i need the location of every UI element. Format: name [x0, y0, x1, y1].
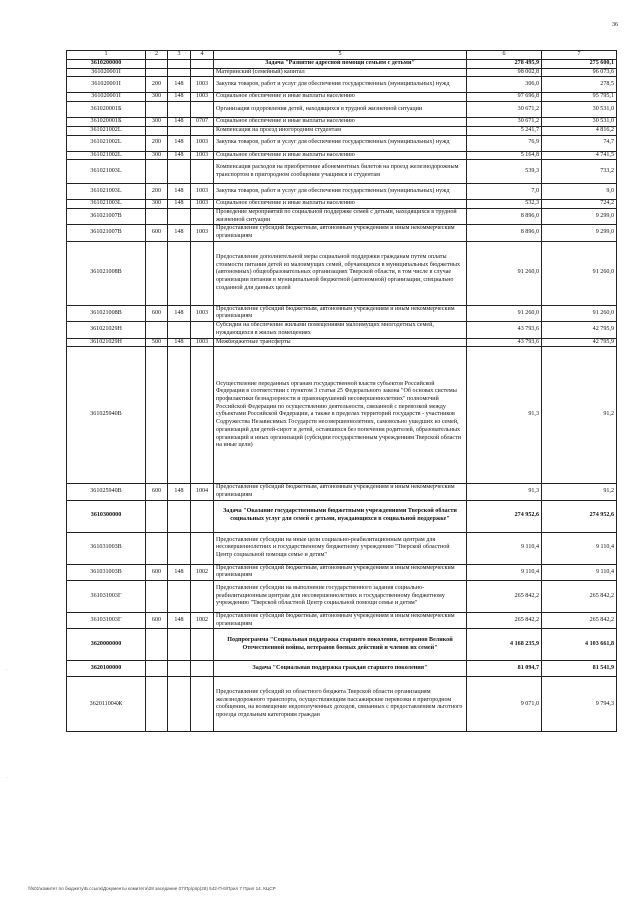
cell-c3: 148	[168, 484, 191, 500]
cell-code: 3620100000	[67, 661, 146, 677]
table-row	[67, 613, 617, 629]
cell-v1: 30 671,2	[467, 118, 542, 127]
cell-c3	[168, 347, 191, 484]
cell-c4: 1004	[191, 484, 214, 500]
table-body	[67, 60, 617, 732]
cell-c2: 600	[146, 484, 168, 500]
cell-code: 361020001I	[67, 93, 146, 102]
table-row	[67, 484, 617, 500]
cell-v2: 95 795,1	[542, 93, 617, 102]
table-row	[67, 151, 617, 160]
table-row	[67, 677, 617, 732]
table-row	[67, 347, 617, 484]
cell-v2: 274 952,6	[542, 500, 617, 532]
cell-name: Подпрограмма "Социальная поддержка старшего поколения, ветеранов Великой Отечественной войны, ветеранов боевых действий и членов их семей"	[214, 629, 467, 661]
cell-code: 361021002L	[67, 151, 146, 160]
cell-c3	[168, 581, 191, 613]
cell-v2: 9 110,4	[542, 532, 617, 564]
table-row	[67, 60, 617, 69]
cell-c2: 300	[146, 93, 168, 102]
cell-code: 3610300000	[67, 500, 146, 532]
cell-c2: 600	[146, 225, 168, 241]
cell-code: 361021008B	[67, 241, 146, 305]
cell-c4	[191, 322, 214, 338]
cell-v1: 98 002,8	[467, 68, 542, 77]
cell-v1: 265 842,2	[467, 613, 542, 629]
table-row	[67, 338, 617, 347]
cell-c4: 1002	[191, 564, 214, 580]
cell-code: 361020001I	[67, 77, 146, 93]
cell-c4	[191, 629, 214, 661]
cell-c2	[146, 677, 168, 732]
cell-v1: 9 110,4	[467, 532, 542, 564]
cell-c4: 0707	[191, 118, 214, 127]
cell-name: Задача "Развитие адресной помощи семьям с детьми"	[214, 60, 467, 69]
cell-v1: 532,3	[467, 200, 542, 209]
cell-v1: 91,3	[467, 484, 542, 500]
column-header: 3	[168, 51, 191, 60]
cell-c2	[146, 629, 168, 661]
cell-v2: 9 794,3	[542, 677, 617, 732]
cell-name: Предоставление субсидии на выполнение государственного задания социально-реабилитационным центрам для несовершеннолетних и государственному бюджетному учреждению "Тверской областной Центр социальной помощи семье и детям"	[214, 581, 467, 613]
cell-c4	[191, 677, 214, 732]
cell-code: 361021002L	[67, 135, 146, 151]
cell-c2	[146, 160, 168, 184]
column-header: 5	[214, 51, 467, 60]
cell-name: Организация оздоровления детей, находящихся в трудной жизненной ситуации	[214, 102, 467, 118]
cell-name: Социальное обеспечение и иные выплаты населению	[214, 200, 467, 209]
cell-v1: 8 896,0	[467, 225, 542, 241]
cell-v1: 76,9	[467, 135, 542, 151]
cell-c4: 1003	[191, 93, 214, 102]
cell-v2: 42 795,9	[542, 338, 617, 347]
cell-v2: 9 110,4	[542, 564, 617, 580]
budget-table	[66, 50, 617, 732]
table-row	[67, 68, 617, 77]
table-row	[67, 160, 617, 184]
table-row	[67, 225, 617, 241]
cell-code: 361025940B	[67, 484, 146, 500]
cell-name: Материнский (семейный) капитал	[214, 68, 467, 77]
cell-v1: 274 952,6	[467, 500, 542, 532]
cell-v1: 278 495,9	[467, 60, 542, 69]
cell-c3	[168, 629, 191, 661]
cell-c2: 200	[146, 135, 168, 151]
cell-v2: 9,0	[542, 184, 617, 200]
cell-code: 361020001Б	[67, 118, 146, 127]
cell-v1: 91 260,0	[467, 305, 542, 321]
table-row	[67, 184, 617, 200]
cell-c2: 200	[146, 184, 168, 200]
cell-v2: 30 531,0	[542, 102, 617, 118]
cell-name: Социальное обеспечение и иные выплаты населению	[214, 151, 467, 160]
cell-name: Предоставление субсидий бюджетным, автономным учреждениям и иным некоммерческим организациям	[214, 225, 467, 241]
cell-c3	[168, 677, 191, 732]
table-row	[67, 532, 617, 564]
cell-v1: 81 094,7	[467, 661, 542, 677]
cell-name: Предоставление дополнительной меры социальной поддержки гражданам путем оплаты стоимости питания детей из малоимущих семей, обучающихся в муниципальных бюджетных (автономных) общеобразовательных организациях Тверской области, в том числе в случае организации питания в муниципальной бюджетной (автономной) организации, специально созданной для данных целей	[214, 241, 467, 305]
cell-c2	[146, 661, 168, 677]
cell-v2: 81 541,9	[542, 661, 617, 677]
cell-v2: 265 842,2	[542, 613, 617, 629]
cell-name: Закупка товаров, работ и услуг для обеспечения государственных (муниципальных) нужд	[214, 77, 467, 93]
table-row	[67, 322, 617, 338]
cell-v2: 91 260,0	[542, 241, 617, 305]
cell-c2: 300	[146, 200, 168, 209]
cell-c3	[168, 68, 191, 77]
margin-mark: ·	[6, 668, 8, 673]
column-header: 6	[467, 51, 542, 60]
table-row	[67, 135, 617, 151]
column-header: 1	[67, 51, 146, 60]
cell-v2: 91 260,0	[542, 305, 617, 321]
cell-v2: 42 795,9	[542, 322, 617, 338]
cell-c3: 148	[168, 564, 191, 580]
cell-name: Субсидии на обеспечение жилыми помещениями малоимущих многодетных семей, нуждающихся в жилых помещениях	[214, 322, 467, 338]
table-row	[67, 564, 617, 580]
table-row	[67, 581, 617, 613]
cell-v1: 306,0	[467, 77, 542, 93]
cell-c4: 1003	[191, 338, 214, 347]
cell-v1: 97 696,8	[467, 93, 542, 102]
cell-name: Предоставление субсидии на иные цели социально-реабилитационным центрам для несовершеннолетних и государственному бюджетному учреждению "Тверской областной Центр социальной помощи семье и детям"	[214, 532, 467, 564]
cell-c4	[191, 208, 214, 224]
cell-c2: 600	[146, 613, 168, 629]
cell-c3: 148	[168, 135, 191, 151]
cell-name: Социальное обеспечение и иные выплаты населению	[214, 118, 467, 127]
cell-v2: 4 103 661,8	[542, 629, 617, 661]
cell-c3: 148	[168, 151, 191, 160]
cell-c4: 1002	[191, 613, 214, 629]
cell-c3: 148	[168, 77, 191, 93]
cell-code: 361021002L	[67, 126, 146, 135]
cell-v1: 43 793,6	[467, 338, 542, 347]
cell-c3	[168, 60, 191, 69]
cell-v2: 265 842,2	[542, 581, 617, 613]
cell-c3	[168, 532, 191, 564]
cell-c3: 148	[168, 225, 191, 241]
cell-c4	[191, 581, 214, 613]
cell-v1: 9 110,4	[467, 564, 542, 580]
cell-code: 361031003В	[67, 532, 146, 564]
cell-c4: 1003	[191, 225, 214, 241]
cell-c3	[168, 160, 191, 184]
cell-v2: 30 531,0	[542, 118, 617, 127]
cell-c2	[146, 68, 168, 77]
page-number: 36	[612, 22, 618, 28]
cell-c3: 148	[168, 613, 191, 629]
cell-c4: 1003	[191, 135, 214, 151]
cell-c3: 148	[168, 118, 191, 127]
cell-c4	[191, 532, 214, 564]
cell-v2: 9 299,0	[542, 225, 617, 241]
cell-c2	[146, 60, 168, 69]
column-header: 7	[542, 51, 617, 60]
cell-v1: 7,0	[467, 184, 542, 200]
table-row	[67, 200, 617, 209]
cell-c4	[191, 102, 214, 118]
cell-c4: 1003	[191, 151, 214, 160]
cell-code: 361031003Г	[67, 613, 146, 629]
cell-c2	[146, 126, 168, 135]
cell-code: 361020001I	[67, 68, 146, 77]
cell-c4: 1003	[191, 77, 214, 93]
cell-code: 362011004Ж	[67, 677, 146, 732]
cell-v1: 265 842,2	[467, 581, 542, 613]
cell-v2: 96 073,6	[542, 68, 617, 77]
cell-c4: 1003	[191, 184, 214, 200]
cell-v1: 4 168 235,9	[467, 629, 542, 661]
cell-v2: 9 299,0	[542, 208, 617, 224]
column-header: 4	[191, 51, 214, 60]
cell-c3: 148	[168, 200, 191, 209]
cell-v2: 4 741,5	[542, 151, 617, 160]
cell-name: Задача "Социальная поддержка граждан старшего поколения"	[214, 661, 467, 677]
file-path-footer: \\fs01\комитет по бюджету\Б.ссылк\Документы комитета\28 заседание 07\Пр\рпр(28) 542-П-6\Прил 7 Прил 14. КЦСР	[28, 886, 276, 891]
cell-c3: 148	[168, 305, 191, 321]
cell-v1: 30 671,2	[467, 102, 542, 118]
cell-code: 361025940B	[67, 347, 146, 484]
cell-c2	[146, 532, 168, 564]
cell-v1: 91 260,0	[467, 241, 542, 305]
cell-v1: 539,3	[467, 160, 542, 184]
cell-c2	[146, 500, 168, 532]
table-row	[67, 208, 617, 224]
cell-code: 361021007B	[67, 208, 146, 224]
cell-name: Предоставление субсидий бюджетным, автономным учреждениям и иным некоммерческим организациям	[214, 564, 467, 580]
cell-name: Предоставление субсидий бюджетным, автономным учреждениям и иным некоммерческим организациям	[214, 613, 467, 629]
cell-code: 361021008B	[67, 305, 146, 321]
cell-name: Предоставление субсидий бюджетным, автономным учреждениям и иным некоммерческим организациям	[214, 305, 467, 321]
table-row	[67, 241, 617, 305]
cell-name: Компенсация расходов на приобретение абонементных билетов на проезд железнодорожным транспортом в пригородном сообщении учащимся и студентам	[214, 160, 467, 184]
cell-c3: 148	[168, 93, 191, 102]
table-row	[67, 118, 617, 127]
cell-code: 3620000000	[67, 629, 146, 661]
table-row	[67, 93, 617, 102]
cell-name: Проведение мероприятий по социальной поддержке семей с детьми, находящихся в трудной жизненной ситуации	[214, 208, 467, 224]
cell-c2: 300	[146, 118, 168, 127]
cell-v1: 8 896,0	[467, 208, 542, 224]
table-row	[67, 661, 617, 677]
cell-code: 3610200000	[67, 60, 146, 69]
cell-c2	[146, 241, 168, 305]
cell-c4	[191, 661, 214, 677]
cell-c3	[168, 208, 191, 224]
cell-c2: 300	[146, 151, 168, 160]
cell-name: Межбюджетные трансферты	[214, 338, 467, 347]
cell-name: Компенсация на проезд иногородним студентам	[214, 126, 467, 135]
cell-name: Предоставление субсидий из областного бюджета Тверской области организациям железнодорожного транспорта, осуществляющим пассажирские перевозки в пригородном сообщении, на возмещение недополученных доходов, связанных с предоставлением льготного проезда отдельным категориям граждан	[214, 677, 467, 732]
cell-c4	[191, 60, 214, 69]
cell-v1: 9 071,0	[467, 677, 542, 732]
table-row	[67, 500, 617, 532]
cell-code: 361020001Б	[67, 102, 146, 118]
cell-c2: 600	[146, 305, 168, 321]
cell-code: 361021029H	[67, 338, 146, 347]
cell-c3	[168, 661, 191, 677]
cell-name: Закупка товаров, работ и услуг для обеспечения государственных (муниципальных) нужд	[214, 135, 467, 151]
cell-name: Задача "Оказание государственными бюджетными учреждениями Тверской области социальных услуг для семей с детьми, нуждающихся в социальной поддержке"	[214, 500, 467, 532]
cell-c4	[191, 68, 214, 77]
cell-v2: 275 600,1	[542, 60, 617, 69]
cell-c2: 500	[146, 338, 168, 347]
cell-v1: 91,3	[467, 347, 542, 484]
cell-v2: 278,5	[542, 77, 617, 93]
cell-c4	[191, 241, 214, 305]
table-row	[67, 77, 617, 93]
margin-mark: ·	[6, 776, 8, 781]
cell-v2: 91,2	[542, 484, 617, 500]
cell-code: 361031003Г	[67, 581, 146, 613]
cell-code: 361021003L	[67, 160, 146, 184]
cell-name: Социальное обеспечение и иные выплаты населению	[214, 93, 467, 102]
cell-v1: 5 164,8	[467, 151, 542, 160]
cell-c3: 148	[168, 338, 191, 347]
column-header: 2	[146, 51, 168, 60]
cell-c2	[146, 322, 168, 338]
cell-code: 361031003В	[67, 564, 146, 580]
cell-c3	[168, 241, 191, 305]
cell-v1: 5 241,7	[467, 126, 542, 135]
cell-v2: 74,7	[542, 135, 617, 151]
cell-c2: 600	[146, 564, 168, 580]
cell-c2	[146, 581, 168, 613]
cell-v2: 91,2	[542, 347, 617, 484]
table-row	[67, 102, 617, 118]
cell-code: 361021007B	[67, 225, 146, 241]
cell-c4: 1003	[191, 305, 214, 321]
cell-c3	[168, 500, 191, 532]
cell-code: 361021029H	[67, 322, 146, 338]
cell-c3	[168, 322, 191, 338]
table-row	[67, 126, 617, 135]
cell-code: 361021003L	[67, 200, 146, 209]
cell-c2	[146, 347, 168, 484]
cell-c3	[168, 126, 191, 135]
cell-c4	[191, 500, 214, 532]
table-row	[67, 305, 617, 321]
cell-c2: 200	[146, 77, 168, 93]
cell-code: 361021003L	[67, 184, 146, 200]
cell-v2: 4 816,2	[542, 126, 617, 135]
cell-name: Осуществление переданных органам государственной власти субъектов Российской Федерации в соответствии с пунктом 3 статьи 25 Федерального закона "Об основах системы профилактики безнадзорности и правонарушений несовершеннолетних" полномочий Российской Федерации по осуществлению деятельности, связанной с перевозкой между субъектами Российской Федерации, а также в пределах территорий государств - участников Содружества Независимых Государств несовершеннолетних, самовольно ушедших из семей, организаций для детей-сирот и детей, оставшихся без попечения родителей, образовательных организаций и иных организаций (субсидии государственным учреждениям Тверской области на иные цели)	[214, 347, 467, 484]
cell-v2: 733,2	[542, 160, 617, 184]
header-row	[67, 51, 617, 60]
cell-c3: 148	[168, 184, 191, 200]
cell-c2	[146, 208, 168, 224]
cell-c4	[191, 160, 214, 184]
cell-c4	[191, 126, 214, 135]
cell-v1: 43 793,6	[467, 322, 542, 338]
cell-c3	[168, 102, 191, 118]
cell-name: Предоставление субсидий бюджетным, автономным учреждениям и иным некоммерческим организациям	[214, 484, 467, 500]
cell-c2	[146, 102, 168, 118]
table-row	[67, 629, 617, 661]
cell-v2: 724,2	[542, 200, 617, 209]
cell-c4	[191, 347, 214, 484]
cell-c4: 1003	[191, 200, 214, 209]
cell-name: Закупка товаров, работ и услуг для обеспечения государственных (муниципальных) нужд	[214, 184, 467, 200]
